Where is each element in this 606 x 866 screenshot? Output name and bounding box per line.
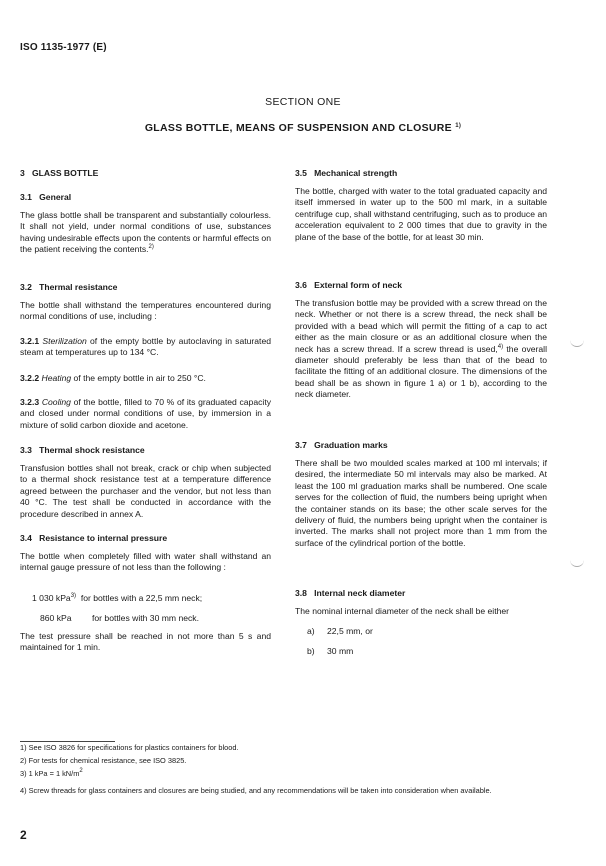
heading-3-6: 3.6 External form of neck <box>295 280 402 290</box>
option-b-text: 30 mm <box>327 646 354 656</box>
footnote-4: 4) Screw threads for glass containers and closures are being studied, and any recommendations will be taken into consideration when available. <box>20 786 492 795</box>
heading-3-8: 3.8 Internal neck diameter <box>295 588 406 598</box>
heading-3-4: 3.4 Resistance to internal pressure <box>20 533 168 543</box>
footnote-divider <box>20 741 115 742</box>
pressure-value-1: 1 030 kPa <box>32 593 71 603</box>
heading-3: 3 GLASS BOTTLE <box>20 168 99 178</box>
clause-3-2-2-number: 3.2.2 <box>20 373 40 383</box>
footnote-3-text: 3) 1 kPa = 1 kN/m <box>20 769 80 778</box>
section-title-text: GLASS BOTTLE, MEANS OF SUSPENSION AND CLOSURE <box>144 122 452 134</box>
footnote-ref-3: 3) <box>70 593 77 599</box>
paragraph-3-3: Transfusion bottles shall not break, crack or chip when subjected to a thermal shock resistance test at a temperature difference agreed between the purchaser and the vendor, but not less than 40 °C. The test shall be conducted in accordance with the procedure described in annex A. <box>20 463 271 519</box>
paragraph-3-4b: The test pressure shall be reached in not more than 5 s and maintained for 1 min. <box>20 631 271 653</box>
footnote-3 <box>20 769 580 779</box>
clause-3-2-3-label: Cooling <box>41 397 71 407</box>
clause-3-2-2-text: of the empty bottle in air to 250 °C. <box>71 373 206 383</box>
clause-3-2-1-label: Sterilization <box>42 336 87 346</box>
paragraph-3-1-text: The glass bottle shall be transparent and substantially colourless. It shall not yield, under normal conditions of use, substances having undesirable effects upon the contents or harmful effects on the patient receiving the contents. <box>20 210 271 255</box>
footnote-ref-2: 2) <box>148 244 154 251</box>
paragraph-3-4: The bottle when completely filled with water shall withstand an internal gauge pressure of not less than the following : <box>20 551 271 573</box>
option-a-label: a) <box>307 626 315 636</box>
pressure-value-2: 860 kPa <box>40 613 72 623</box>
clause-3-2-3-text: of the bottle, filled to 70 % of its graduated capacity and closed under normal conditions of use, by immersion in a mixture of solid carbon dioxide and acetone. <box>20 397 271 430</box>
paragraph-3-5: The bottle, charged with water to the total graduated capacity and itself immersed in water up to the 500 ml mark, in a suitable centrifuge cup, shall withstand centrifuging, such as to produce an acceleration equivalent to 2 000 times that due to gravity in the plane of the base of the bottle, for at least 30 min. <box>295 186 547 242</box>
footnote-2: 2) For tests for chemical resistance, see ISO 3825. <box>20 756 187 765</box>
pressure-row-1 <box>32 593 271 604</box>
document-id: ISO 1135-1977 (E) <box>20 42 107 53</box>
clause-3-2-1-text: of the empty bottle by autoclaving in saturated steam at temperatures up to 134 °C. <box>20 336 272 358</box>
margin-mark <box>570 560 584 567</box>
clause-3-2-2-label: Heating <box>41 373 72 383</box>
pressure-row-2 <box>40 613 271 624</box>
paragraph-3-6-text-b: the overall diameter should preferably be less than that of the bead to facilitate the fitting of an additional closure. The dimensions of the bead shall be as shown in figure 1 a) or 1 b), according to the neck diameter. <box>295 343 547 400</box>
footnote-1: 1) See ISO 3826 for specifications for plastics containers for blood. <box>20 743 239 752</box>
paragraph-3-6-text-a: The transfusion bottle may be provided with a screw thread on the neck. Whether or not there is a screw thread, the neck shall be provided with a bead which will permit the fitting of a cap to act either as the main closure or as an additional closure when the neck has a screw thread. If a screw thread is used, <box>295 298 547 354</box>
option-b-label: b) <box>307 646 315 656</box>
section-label: SECTION ONE <box>265 96 341 108</box>
pressure-text-2: for bottles with 30 mm neck. <box>92 613 199 623</box>
left-column <box>20 0 271 866</box>
paragraph-3-8: The nominal internal diameter of the neck shall be either <box>295 606 510 616</box>
paragraph-3-6 <box>295 298 547 401</box>
footnote-3-superscript: 2 <box>79 768 83 774</box>
paragraph-3-1 <box>20 210 271 256</box>
option-b <box>307 646 353 657</box>
heading-3-5: 3.5 Mechanical strength <box>295 168 398 178</box>
heading-3-2: 3.2 Thermal resistance <box>20 282 118 292</box>
paragraph-3-2: The bottle shall withstand the temperatures encountered during normal conditions of use, including : <box>20 300 271 322</box>
page-number: 2 <box>20 828 27 842</box>
clause-3-2-1-number: 3.2.1 <box>20 336 40 346</box>
right-column <box>295 0 547 866</box>
option-a <box>307 626 373 637</box>
pressure-text-1: for bottles with a 22,5 mm neck; <box>80 593 203 603</box>
option-a-text: 22,5 mm, or <box>327 626 373 636</box>
heading-3-7: 3.7 Graduation marks <box>295 440 388 450</box>
clause-3-2-1 <box>20 336 271 359</box>
clause-3-2-2 <box>20 373 271 384</box>
clause-3-2-3 <box>20 397 271 431</box>
heading-3-1: 3.1 General <box>20 192 72 202</box>
clause-3-2-3-number: 3.2.3 <box>20 397 40 407</box>
section-title-footnote-ref: 1) <box>455 123 462 129</box>
heading-3-3: 3.3 Thermal shock resistance <box>20 445 145 455</box>
paragraph-3-7: There shall be two moulded scales marked at 100 ml intervals; if desired, the intermediate 50 ml intervals may also be marked. At least the 100 ml graduation marks shall be numbered. One scale serves for the collection of fluid, the numbers being upright when the container stands on its base; the other scale serves for the delivery of fluid, the numbers being upright when the container is inverted. The marks shall not project more than 1 mm from the surface of the cylindrical portion of the bottle. <box>295 458 547 548</box>
margin-mark <box>570 340 584 347</box>
footnote-ref-4: 4) <box>497 343 504 350</box>
